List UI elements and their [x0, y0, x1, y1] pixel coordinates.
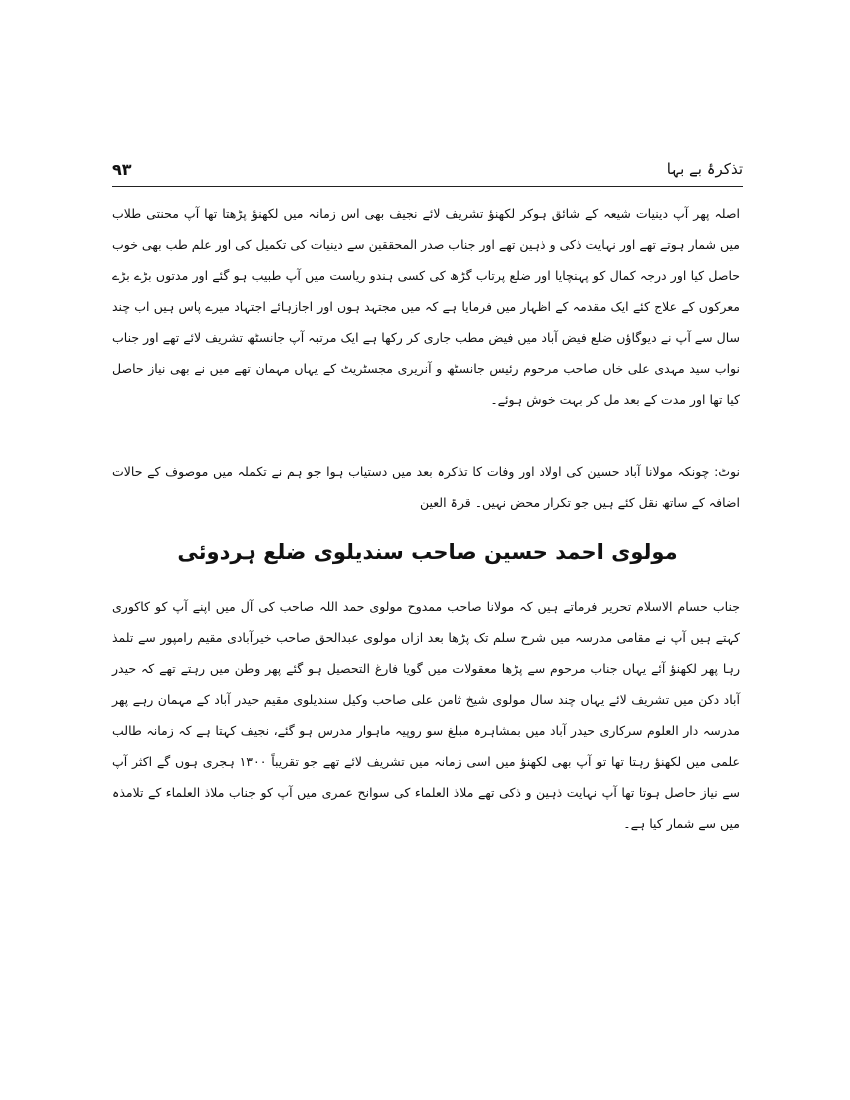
page-number: ۹۳	[112, 160, 132, 179]
page-header	[112, 160, 743, 182]
paragraph-biography: جناب حسام الاسلام تحریر فرماتے ہیں کہ مولانا صاحب ممدوح مولوی حمد اللہ صاحب کی آل میں اپنے آپ کو کاکوری کہتے ہیں آپ نے مقامی مدرسہ میں شرح سلم تک پڑھا بعد ازاں مولوی عبدالحق صاحب خیرآبادی مقیم رامپور سے تلمذ رہا پھر لکھنؤ آئے یہاں جناب مرحوم سے پڑھا معقولات میں گویا فارغ التحصیل ہو گئے پھر وطن میں رہتے تھے کہ حیدر آباد دکن میں تشریف لائے یہاں چند سال مولوی شیخ ثامن علی صاحب وکیل سندیلوی مقیم حیدر آباد کے مہمان رہے پھر مدرسہ دار العلوم سرکاری حیدر آباد میں بمشاہرہ مبلغ سو روپیہ ماہوار مدرس ہو گئے، نجیف کہتا ہے کہ زمانہ طالب علمی میں لکھنؤ رہتا تھا تو آپ بھی لکھنؤ میں اسی زمانہ میں تشریف لائے تھے جو تقریباً ۱۳۰۰ ہجری ہوں گے اکثر آپ سے نیاز حاصل ہوتا تھا آپ نہایت ذہین و ذکی تھے ملاذ العلماء کی سوانح عمری میں آپ کو جناب ملاذ العلماء کے تلامذہ میں سے شمار کیا ہے۔	[112, 599, 741, 831]
running-title: تذکرۂ بے بہا	[666, 160, 743, 178]
paragraph-biography-continued: اصلہ پھر آپ دینیات شیعہ کے شائق ہوکر لکھنؤ تشریف لائے نجیف بھی اس زمانہ میں لکھنؤ پڑھتا تھا آپ محنتی طلاب میں شمار ہوتے تھے اور نہایت ذکی و ذہین تھے اور جناب صدر المحققین سے دینیات کی تکمیل کی اور علم طب بھی خوب حاصل کیا اور درجہ کمال کو پہنچایا اور ضلع پرتاب گڑھ کی کسی ہندو ریاست میں آپ طبیب ہو گئے اور مدتوں بڑے بڑے معرکوں کے علاج کئے ایک مقدمہ کے اظہار میں فرمایا ہے کہ میں مجتہد ہوں اور اجازہائے اجتہاد میرے پاس ہیں اب چند سال سے آپ نے دیوگاؤں ضلع فیض آباد میں فیض مطب جاری کر رکھا ہے ایک مرتبہ آپ جانسٹھ تشریف لائے تھے اور جناب نواب سید مہدی علی خاں صاحب مرحوم رئیس جانسٹھ و آنریری مجسٹریٹ کے یہاں مہمان تھے میں نے بھی نیاز حاصل کیا تھا اور مدت کے بعد مل کر بہت خوش ہوئے۔	[112, 206, 740, 407]
header-rule	[112, 186, 743, 187]
section-heading: مولوی احمد حسین صاحب سندیلوی ضلع ہردوئی	[177, 540, 678, 564]
paragraph-note: نوٹ: چونکہ مولانا آباد حسین کی اولاد اور وفات کا تذکرہ بعد میں دستیاب ہوا جو ہم نے تکملہ میں موصوف کے حالات اضافہ کے ساتھ نقل کئے ہیں جو تکرار محض نہیں۔ قرۃ العین	[112, 464, 740, 510]
